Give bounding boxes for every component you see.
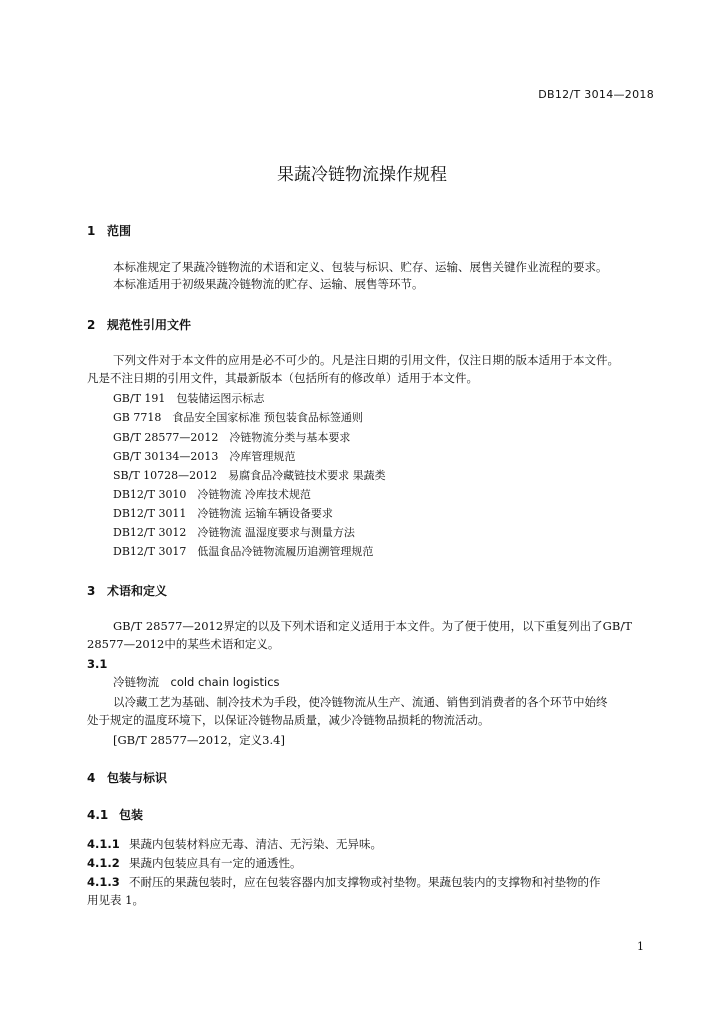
reference-item: DB12/T 3012 冷链物流 温湿度要求与测量方法: [113, 526, 355, 539]
reference-item: DB12/T 3010 冷链物流 冷库技术规范: [113, 488, 311, 501]
clause-text: 果蔬内包装材料应无毒、清洁、无污染、无异味。: [129, 837, 382, 851]
clause-text-continued: 用见表 1。: [87, 893, 144, 907]
page-number: 1: [637, 940, 644, 953]
paragraph: 下列文件对于本文件的应用是必不可少的。凡是注日期的引用文件，仅注日期的版本适用于本文件。: [113, 353, 619, 367]
paragraph: 凡是不注日期的引用文件，其最新版本（包括所有的修改单）适用于本文件。: [87, 371, 478, 385]
section-number: 2: [87, 318, 96, 332]
reference-item: GB 7718 食品安全国家标准 预包装食品标签通则: [113, 411, 363, 424]
section-title: 范围: [107, 224, 132, 238]
term-name: 冷链物流 cold chain logistics: [113, 675, 280, 689]
reference-item: SB/T 10728—2012 易腐食品冷藏链技术要求 果蔬类: [113, 469, 386, 482]
section-number: 3: [87, 584, 96, 598]
reference-item: GB/T 30134—2013 冷库管理规范: [113, 450, 296, 463]
term-definition: 处于规定的温度环境下，以保证冷链物品质量，减少冷链物品损耗的物流活动。: [87, 713, 490, 727]
term-definition: 以冷藏工艺为基础、制冷技术为手段，使冷链物流从生产、流通、销售到消费者的各个环节中始终: [113, 695, 608, 709]
clause-4-1-2: [87, 855, 302, 871]
section-title: 包装与标识: [107, 771, 168, 785]
paragraph: 28577—2012中的某些术语和定义。: [87, 637, 280, 651]
paragraph: GB/T 28577—2012界定的以及下列术语和定义适用于本文件。为了便于使用，以下重复列出了GB/T: [113, 619, 632, 633]
clause-number: 4.1.2: [87, 856, 120, 870]
reference-item: GB/T 191 包装储运图示标志: [113, 392, 265, 405]
clause-4-1-3: [87, 874, 601, 890]
subsection-number: 4.1: [87, 808, 109, 822]
section-title: 术语和定义: [107, 584, 168, 598]
section-2-heading: [87, 316, 191, 333]
subsection-title: 包装: [119, 808, 144, 822]
subsection-4-1-heading: [87, 806, 143, 823]
clause-text: 不耐压的果蔬包装时，应在包装容器内加支撑物或衬垫物。果蔬包装内的支撑物和衬垫物的作: [129, 875, 601, 889]
reference-item: DB12/T 3011 冷链物流 运输车辆设备要求: [113, 507, 333, 520]
section-number: 4: [87, 771, 96, 785]
section-4-heading: [87, 769, 167, 786]
document-code: DB12/T 3014—2018: [538, 88, 654, 101]
page-title: 果蔬冷链物流操作规程: [277, 165, 447, 185]
term-number: 3.1: [87, 657, 108, 671]
section-title: 规范性引用文件: [107, 318, 192, 332]
section-number: 1: [87, 224, 96, 238]
clause-number: 4.1.3: [87, 875, 120, 889]
reference-item: GB/T 28577—2012 冷链物流分类与基本要求: [113, 431, 351, 444]
clause-number: 4.1.1: [87, 837, 120, 851]
paragraph: 本标准规定了果蔬冷链物流的术语和定义、包装与标识、贮存、运输、展售关键作业流程的要求。: [113, 260, 608, 274]
reference-item: DB12/T 3017 低温食品冷链物流履历追溯管理规范: [113, 545, 374, 558]
term-source: [GB/T 28577—2012，定义3.4]: [113, 733, 285, 747]
clause-text: 果蔬内包装应具有一定的通透性。: [129, 856, 302, 870]
paragraph: 本标准适用于初级果蔬冷链物流的贮存、运输、展售等环节。: [113, 277, 424, 291]
section-1-heading: [87, 222, 131, 239]
clause-4-1-1: [87, 836, 382, 852]
section-3-heading: [87, 582, 167, 599]
